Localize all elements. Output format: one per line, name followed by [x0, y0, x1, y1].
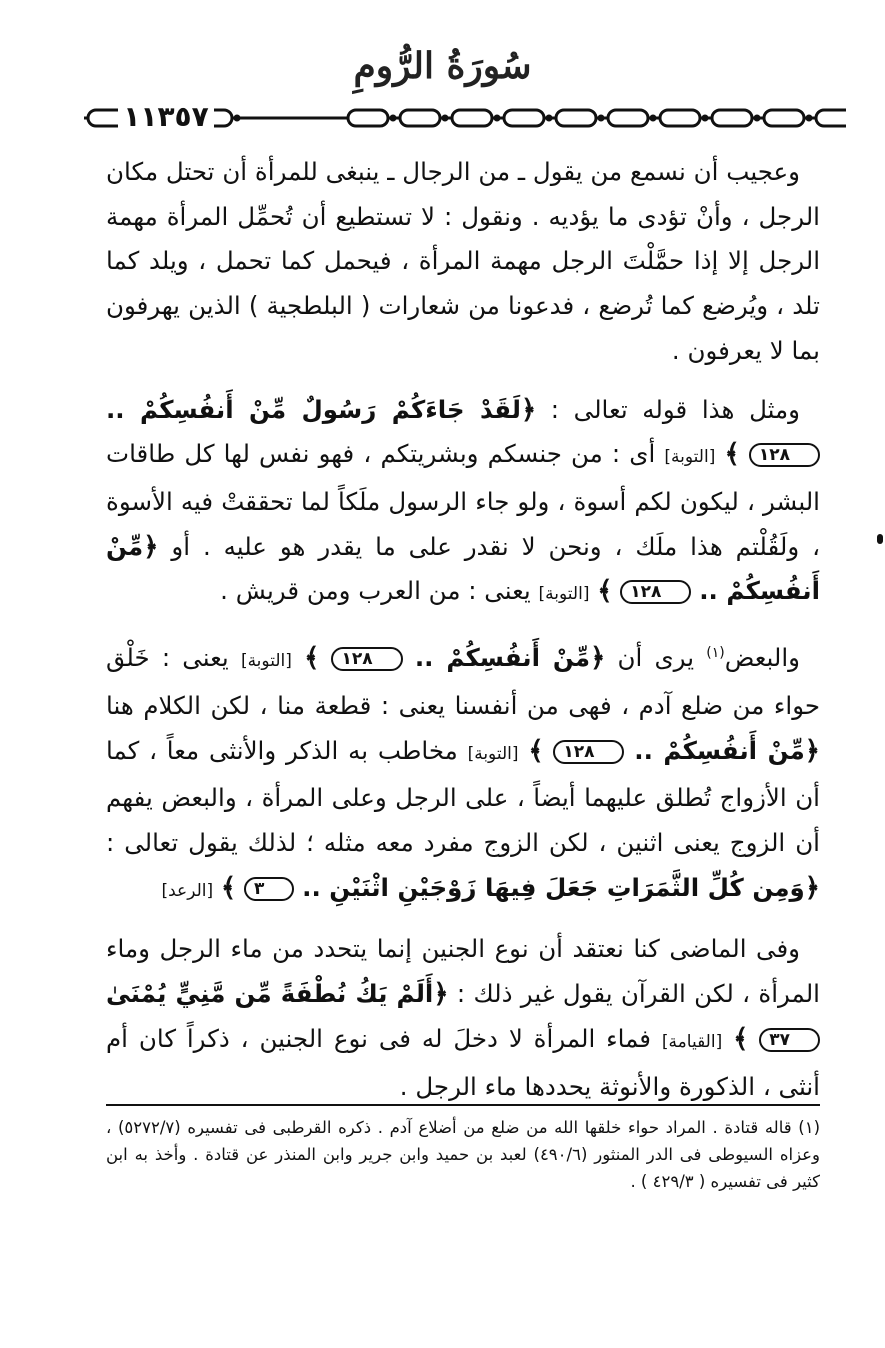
quran-verse: مِّنْ أَنفُسِكُمْ ..: [106, 531, 820, 606]
verse-number-badge: ٣٧: [759, 1028, 820, 1052]
ornament-link: [452, 110, 492, 126]
ornament-link: [400, 110, 440, 126]
ornament-link: [504, 110, 544, 126]
text-span: يعنى : خَلْق حواء من ضلع آدم ، فهى من أنفسنا يعنى : قطعة منا ، لكن الكلام هنا: [106, 643, 820, 720]
quran-bracket-open: ﴿: [520, 394, 537, 425]
page-number: ١١٣٥٧: [118, 100, 214, 134]
verse-number-badge: ١٢٨: [331, 647, 402, 671]
ornament-dot: [702, 115, 709, 122]
quran-bracket-close: ﴾: [724, 439, 740, 470]
main-text: [106, 150, 820, 1109]
quran-verse: أَلَمْ يَكُ نُطْفَةً مِّن مَّنِيٍّ يُمْنَىٰ: [106, 979, 434, 1009]
ornament-dot: [546, 115, 553, 122]
surah-reference: [التوبة]: [664, 447, 716, 468]
ornament-link: [816, 110, 846, 126]
ornament-link: [764, 110, 804, 126]
paragraph-2: [106, 388, 820, 618]
verse-number-badge: ١٢٨: [749, 443, 820, 467]
footnote-divider: [106, 1104, 820, 1106]
quran-bracket-open: ﴿: [804, 735, 821, 766]
ornament-dot: [442, 115, 449, 122]
surah-reference: [التوبة]: [538, 584, 590, 605]
verse-number-badge: ١٢٨: [553, 740, 624, 764]
quran-bracket-close: ﴾: [528, 735, 544, 766]
surah-reference: [القيامة]: [661, 1031, 723, 1052]
ornament-dot: [390, 115, 397, 122]
paragraph-3: [106, 631, 820, 913]
ornament-link: [348, 110, 388, 126]
verse-number-badge: ١٢٨: [620, 580, 691, 604]
quran-bracket-open: ﴿: [143, 531, 159, 562]
ornament-dot: [494, 115, 501, 122]
quran-bracket-close: ﴾: [304, 643, 320, 674]
footnote: [106, 1114, 820, 1195]
quran-verse: مِّنْ أَنفُسِكُمْ ..: [414, 643, 591, 673]
paragraph-1: وعجيب أن نسمع من يقول ـ من الرجال ـ ينبغى للمرأة أن تحتل مكان الرجل ، وأنْ تؤدى ما يؤديه . ونقول : لا تستطيع أن تُحمِّل المرأة مهمة الرجل إلا إذا حمَّلْتَ الرجل مهمة المرأة ، فيحمل كما تحمل ، ويلد كما تلد ، ويُرضع كما تُرضع ، فدعونا من شعارات ( البلطجية ) الذين يهرفون بما لا يعرفون .: [106, 157, 820, 365]
text-span: يعنى : من العرب ومن قريش .: [220, 576, 531, 606]
ornament-link: [608, 110, 648, 126]
quran-verse: لَقَدْ جَاءَكُمْ رَسُولٌ مِّنْ أَنفُسِكُمْ ..: [106, 394, 521, 424]
ornament-link: [712, 110, 752, 126]
text-span: ومثل هذا قوله تعالى :: [550, 394, 800, 424]
surah-reference: [التوبة]: [467, 743, 519, 764]
quran-bracket-open: ﴿: [433, 979, 449, 1010]
ornament-link: [660, 110, 700, 126]
text-span: يرى أن: [617, 643, 695, 673]
text-span: وفى الماضى كنا نعتقد أن نوع الجنين إنما يتحدد من ماء الرجل وماء المرأة ، لكن القرآن يقول غير ذلك :: [106, 934, 820, 1009]
ornament-dot: [598, 115, 605, 122]
surah-reference: [التوبة]: [240, 651, 292, 672]
quran-verse: مِّنْ أَنفُسِكُمْ ..: [634, 735, 805, 765]
surah-reference: [الرعد]: [161, 880, 214, 901]
text-span: فماء المرأة لا دخلَ له فى نوع الجنين ، ذكراً كان أم أنثى ، الذكورة والأنوثة يحددها ماء الرجل .: [106, 1023, 820, 1101]
ornament-dot: [650, 115, 657, 122]
quran-verse: وَمِن كُلِّ الثَّمَرَاتِ جَعَلَ فِيهَا زَوْجَيْنِ اثْنَيْنِ ..: [302, 872, 805, 902]
quran-bracket-close: ﴾: [597, 576, 613, 607]
ornament-dot: [754, 115, 761, 122]
text-span: والبعض: [724, 643, 801, 673]
footnote-text: (١) قاله قتادة . المراد حواء خلقها الله من ضلع من أضلاع آدم . ذكره القرطبى فى تفسيره (٥٢٧٢/٧) ، وعزاه السيوطى فى الدر المنثور (٤٩٠/٦) لعبد بن حميد وابن جرير وابن المنذر عن قتادة . وأخذ به ابن كثير فى تفسيره ( ٤٢٩/٣ ) .: [106, 1118, 820, 1191]
text-span: أى : من جنسكم وبشريتكم ، فهو نفس لها كل طاقات البشر ، ليكون لكم أسوة ، ولو جاء الرسول ملَكاً لما تحققتْ فيه الأسوة ، ولَقُلْتم هذا ملَك ، ونحن لا نقدر على ما يقدر هو عليه . أو: [106, 439, 820, 561]
quran-bracket-open: ﴿: [590, 643, 606, 674]
quran-bracket-open: ﴿: [804, 872, 820, 903]
verse-number-badge: ٣: [244, 877, 294, 901]
paragraph-4: [106, 927, 820, 1109]
quran-bracket-close: ﴾: [220, 872, 237, 903]
ornament-link: [556, 110, 596, 126]
quran-bracket-close: ﴾: [733, 1023, 749, 1054]
footnote-marker: (١): [706, 645, 725, 662]
surah-title: سُورَةُ الرُّومِ: [353, 45, 532, 87]
ornament-dot: [234, 115, 241, 122]
margin-mark: [877, 534, 883, 544]
text-span: مخاطب به الذكر والأنثى معاً ، كما أن الأزواج تُطلق عليهما أيضاً ، على الرجل وعلى المرأة ، والبعض يفهم أن الزوج يعنى اثنين ، لكن الزوج مفرد معه مثله ؛ لذلك يقول تعالى :: [106, 735, 820, 857]
ornament-dot: [806, 115, 813, 122]
